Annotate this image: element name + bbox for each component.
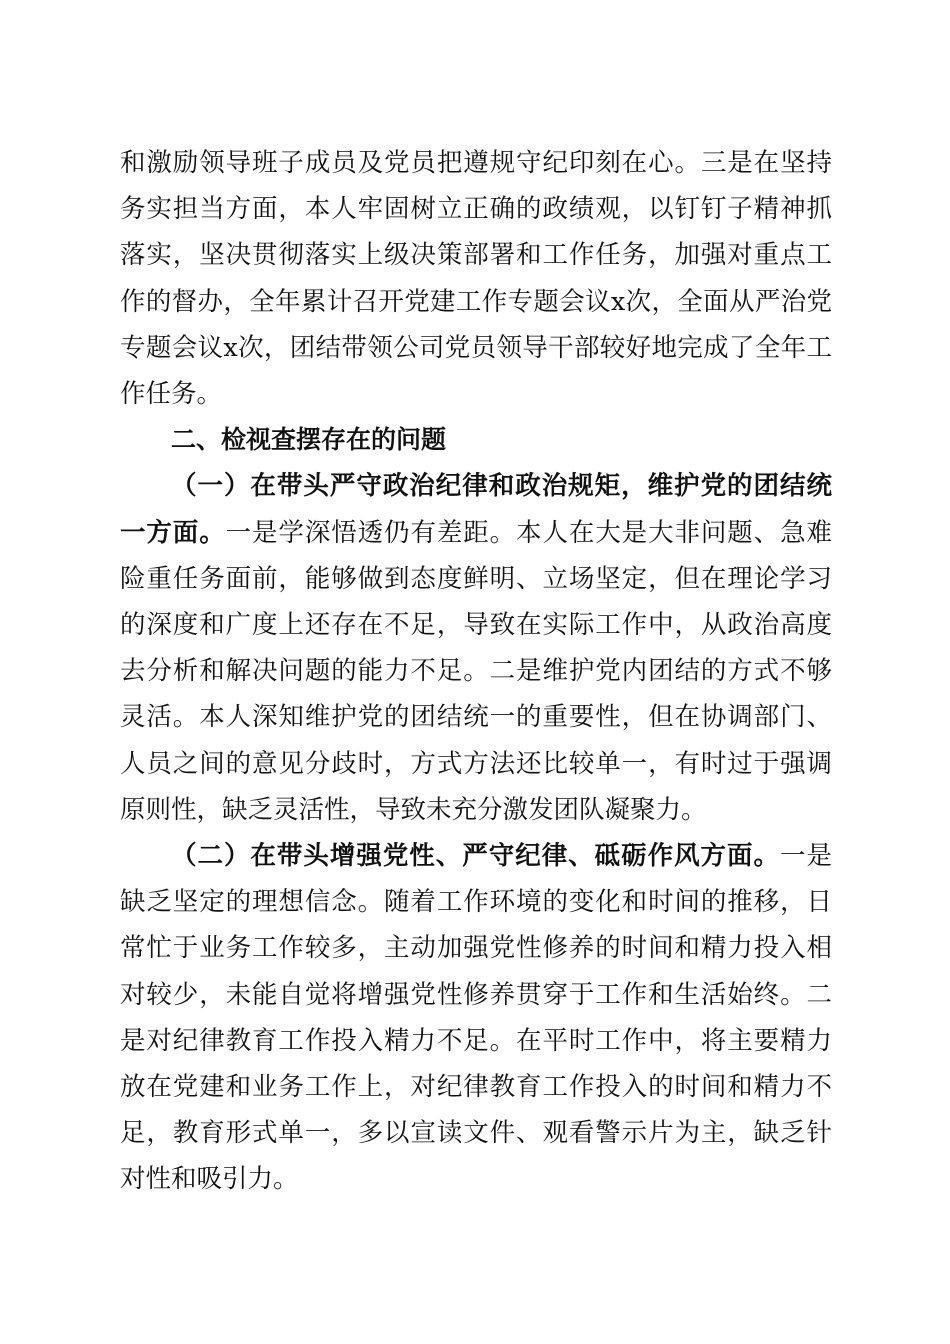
document-body [120, 140, 832, 1203]
section-heading: 二、检视查摆存在的问题 [171, 425, 447, 455]
subsection-2-lead: （二）在带头增强党性、严守纪律、砥砺作风方面。 [171, 841, 780, 872]
subsection-1-lead: （一）在带头严守政治纪律和政治规矩，维护党的团结统一方面。 [120, 471, 832, 548]
subsection-1-body: 一是学深悟透仍有差距。本人在大是大非问题、急难险重任务面前，能够做到态度鲜明、立场坚定，但在理论学习的深度和广度上还存在不足，导致在实际工作中，从政治高度去分析和解决问题的能力不足。二是维护党内团结的方式不够灵活。本人深知维护党的团结统一的重要性，但在协调部门、人员之间的意见分歧时，方式方法还比较单一，有时过于强调原则性，缺乏灵活性，导致未充分激发团队凝聚力。 [120, 517, 832, 825]
subsection-1-paragraph [120, 463, 832, 833]
paragraph-continuation: 和激励领导班子成员及党员把遵规守纪印刻在心。三是在坚持务实担当方面，本人牢固树立正确的政绩观，以钉钉子精神抓落实，坚决贯彻落实上级决策部署和工作任务，加强对重点工作的督办，全年累计召开党建工作专题会议x次，全面从严治党专题会议x次，团结带领公司党员领导干部较好地完成了全年工作任务。 [120, 148, 832, 410]
subsection-2-body: 一是缺乏坚定的理想信念。随着工作环境的变化和时间的推移，日常忙于业务工作较多，主动加强党性修养的时间和精力投入相对较少，未能自觉将增强党性修养贯穿于工作和生活始终。二是对纪律教育工作投入精力不足。在平时工作中，将主要精力放在党建和业务工作上，对纪律教育工作投入的时间和精力不足，教育形式单一，多以宣读文件、观看警示片为主，缺乏针对性和吸引力。 [120, 841, 832, 1195]
subsection-2-paragraph [120, 833, 832, 1203]
